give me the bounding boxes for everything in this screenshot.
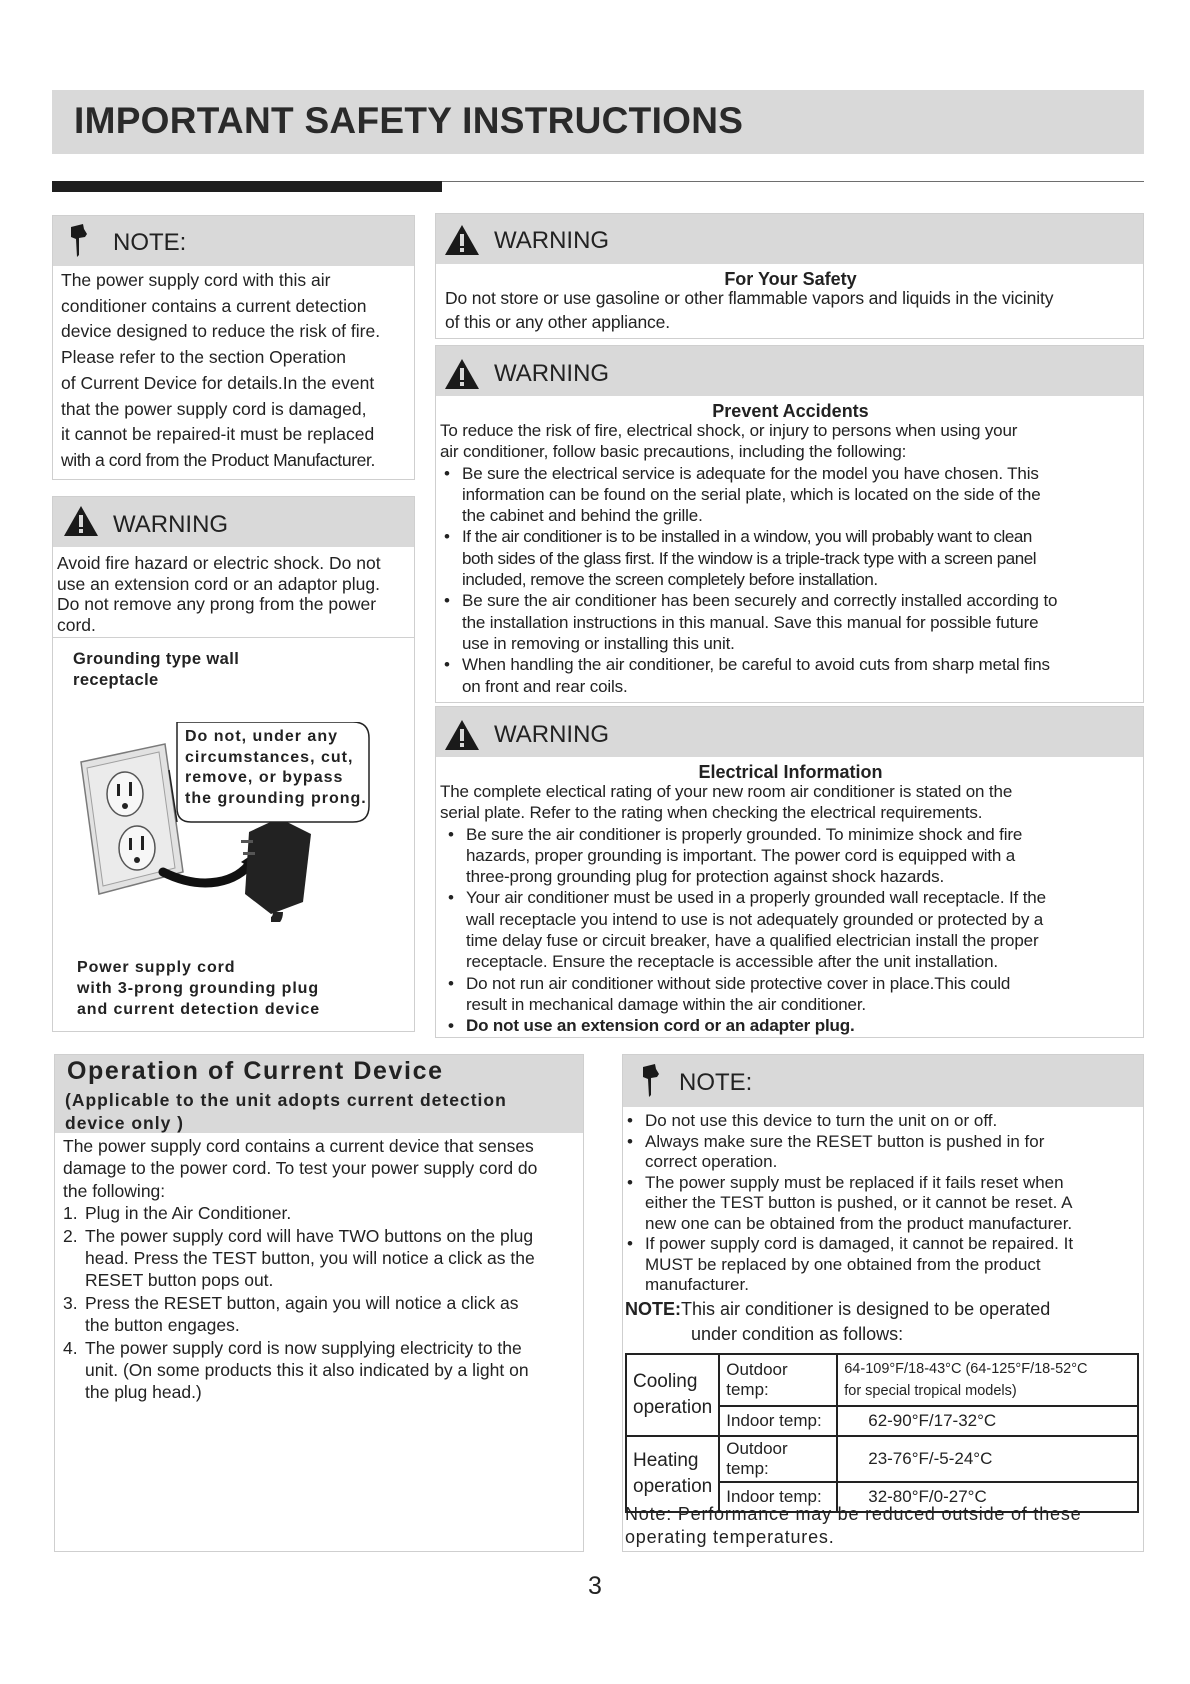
pushpin-icon <box>637 1061 667 1101</box>
warning-triangle-icon <box>444 719 480 751</box>
warning-panel-safety <box>435 213 1144 339</box>
accidents-body: To reduce the risk of fire, electrical shock, or injury to persons when using your air conditioner, follow basic precautions, including the following: • Be sure the electrical service is adequate for the model you have chosen. This information can be found on the serial plate, which is located on the side of the the cabinet and behind the grille. • If the air conditioner is to be installed in a window, you will probably want to clean both sides of the glass first. If the window is a triple-track type with a screen panel included, remove the screen completely before installation. • Be sure the air conditioner has been securely and correctly installed according to the installation instructions in this manual. Save this manual for possible future use in removing or installing this unit. • When handling the air conditioner, be careful to avoid cuts from sharp metal fins on front and rear coils. <box>440 420 1144 697</box>
note-panel-top <box>52 215 415 480</box>
warning-header-electrical <box>436 707 1143 757</box>
accidents-bullet: • Be sure the electrical service is adequate for the model you have chosen. This information can be found on the serial plate, which is located on the side of the the cabinet and behind the grille. <box>440 463 1144 527</box>
note-title: NOTE: <box>113 229 187 256</box>
operation-step: 2. The power supply cord will have TWO buttons on the plug head. Press the TEST button, you will notice a click as the RESET button pops out. <box>63 1225 535 1291</box>
warning-triangle-icon <box>444 358 480 390</box>
figure-divider <box>53 637 414 638</box>
note-title-bottom: NOTE: <box>679 1069 753 1096</box>
note-header <box>53 216 414 266</box>
heating-outdoor-label: Outdoor temp: <box>719 1436 837 1482</box>
warning-panel-left <box>52 496 415 1032</box>
warning-title-safety: WARNING <box>494 227 610 254</box>
heating-indoor-value: 32-80°F/0-27°C <box>837 1482 1138 1512</box>
note-bullet: • The power supply must be replaced if it fails reset when either the TEST button is pushed, or it cannot be reset. A new one can be obtained from the product manufacturer. <box>623 1173 1143 1235</box>
table-row <box>626 1354 1138 1406</box>
operation-body: The power supply cord contains a current device that senses damage to the power cord. To test your power supply cord do the following: 1. Plug in the Air Conditioner. 2. The power supply cord will have TWO buttons on the plug head. Press the TEST button, you will notice a click as the RESET button pops out. 3. Press the RESET button, again you will notice a click as the button engages. 4. The power supply cord is now supplying electricity to the unit. (On some products this it also indicated by a light on the plug head.) <box>63 1135 583 1404</box>
heating-outdoor-value: 23-76°F/-5-24°C <box>837 1436 1138 1482</box>
operation-step: 3. Press the RESET button, again you will notice a click as the button engages. <box>63 1292 519 1336</box>
electrical-bullet: • Be sure the air conditioner is properly grounded. To minimize shock and fire hazards, proper grounding is important. The power cord is equipped with a three-prong grounding plug for protection against shock hazards. <box>444 824 1144 888</box>
note-panel-bottom <box>622 1054 1144 1552</box>
electrical-bullet: • Your air conditioner must be used in a properly grounded wall receptacle. If the wall receptacle you intend to use is not adequately grounded or protected by a time delay fuse or circuit breaker, have a qualified electrician install the proper receptacle. Ensure the receptacle is accessible after the unit installation. <box>444 887 1144 972</box>
operation-panel <box>54 1054 584 1552</box>
condition-note: NOTE:This air conditioner is designed to be operated under condition as follows: <box>625 1299 1051 1344</box>
page-title: IMPORTANT SAFETY INSTRUCTIONS <box>74 100 744 141</box>
receptacle-label: Grounding type wall receptacle <box>73 650 240 689</box>
warning-title-accidents: WARNING <box>494 360 610 387</box>
electrical-bullet: • Do not run air conditioner without side protective cover in place.This could result in mechanical damage within the air conditioner. <box>444 973 1144 1016</box>
cooling-outdoor-value: 64-109°F/18-43°C (64-125°F/18-52°C for special tropical models) <box>837 1354 1138 1406</box>
warning-panel-accidents <box>435 345 1144 703</box>
note-bottom-bullets <box>623 1111 1143 1296</box>
operation-step: 4. The power supply cord is now supplying electricity to the unit. (On some products this it also indicated by a light on the plug head.) <box>63 1337 529 1403</box>
operation-step: 1. Plug in the Air Conditioner. <box>63 1203 292 1224</box>
cooling-indoor-value: 62-90°F/17-32°C <box>837 1406 1138 1436</box>
accidents-bullet: • If the air conditioner is to be installed in a window, you will probably want to clean both sides of the glass first. If the window is a triple-track type with a screen panel included, remove the screen completely before installation. <box>440 526 1144 590</box>
operation-header <box>55 1055 583 1133</box>
note-bullet: • Always make sure the RESET button is pushed in for correct operation. <box>623 1132 1143 1173</box>
heating-label: Heating operation <box>626 1436 719 1512</box>
cooling-outdoor-label: Outdoor temp: <box>719 1354 837 1406</box>
pushpin-icon <box>65 221 95 261</box>
table-row <box>626 1436 1138 1482</box>
heating-indoor-label: Indoor temp: <box>719 1482 837 1512</box>
warning-header-accidents <box>436 346 1143 396</box>
page-number: 3 <box>588 1572 602 1600</box>
warning-header-left <box>53 497 414 547</box>
warning-title-electrical: WARNING <box>494 721 610 748</box>
safety-subtitle: For Your Safety <box>724 269 857 289</box>
operation-title: Operation of Current Device <box>67 1057 444 1085</box>
grounding-callout: Do not, under any circumstances, cut, remove, or bypass the grounding prong. <box>185 728 367 807</box>
accidents-bullet: • When handling the air conditioner, be careful to avoid cuts from sharp metal fins on front and rear coils. <box>440 654 1144 697</box>
cooling-label: Cooling operation <box>626 1354 719 1436</box>
safety-text: Do not store or use gasoline or other flammable vapors and liquids in the vicinity of this or any other appliance. <box>445 288 1054 332</box>
warning-panel-electrical <box>435 706 1144 1038</box>
plug-label: Power supply cord with 3-prong grounding plug and current detection device <box>77 959 321 1018</box>
note-bullet: • If power supply cord is damaged, it cannot be repaired. It MUST be replaced by one obtained from the product manufacturer. <box>623 1234 1143 1296</box>
accidents-subtitle: Prevent Accidents <box>712 401 869 421</box>
page-header <box>52 90 1144 154</box>
warning-header-safety <box>436 214 1143 264</box>
operation-subtitle: (Applicable to the unit adopts current detection device only ) <box>65 1090 507 1133</box>
header-rule-thick <box>52 181 442 192</box>
warning-triangle-icon <box>63 505 99 537</box>
warning-text-left: Avoid fire hazard or electric shock. Do not use an extension cord or an adaptor plug. Do not remove any prong from the power cord. <box>57 553 381 635</box>
note-bullet: • Do not use this device to turn the unit on or off. <box>623 1111 1143 1132</box>
electrical-subtitle: Electrical Information <box>698 762 883 782</box>
note-header-bottom <box>623 1055 1143 1107</box>
electrical-body: The complete electical rating of your new room air conditioner is stated on the serial plate. Refer to the rating when checking the electrical requirements. • Be sure the air conditioner is properly grounded. To minimize shock and fire hazards, proper grounding is important. The power cord is equipped with a three-prong grounding plug for protection against shock hazards. • Your air conditioner must be used in a properly grounded wall receptacle. If the wall receptacle you intend to use is not adequately grounded or protected by a time delay fuse or circuit breaker, have a qualified electrician install the proper receptacle. Ensure the receptacle is accessible after the unit installation. • Do not run air conditioner without side protective cover in place.This could result in mechanical damage within the air conditioner. • Do not use an extension cord or an adapter plug. <box>440 781 1144 1037</box>
accidents-bullet: • Be sure the air conditioner has been securely and correctly installed according to the installation instructions in this manual. Save this manual for possible future use in removing or installing this unit. <box>440 590 1144 654</box>
electrical-bullet-bold: • Do not use an extension cord or an adapter plug. <box>444 1015 1144 1036</box>
warning-title-left: WARNING <box>113 511 229 538</box>
warning-triangle-icon <box>444 224 480 256</box>
performance-note: Note: Performance may be reduced outside of these operating temperatures. <box>625 1504 1082 1547</box>
cooling-indoor-label: Indoor temp: <box>719 1406 837 1436</box>
note-text: The power supply cord with this air conditioner contains a current detection device designed to reduce the risk of fire. Please refer to the section Operation of Current Device for details.In the event that the power supply cord is damaged, it cannot be repaired-it must be replaced with a cord from the Product Manufacturer. <box>61 270 381 470</box>
operating-conditions-table <box>625 1353 1139 1513</box>
